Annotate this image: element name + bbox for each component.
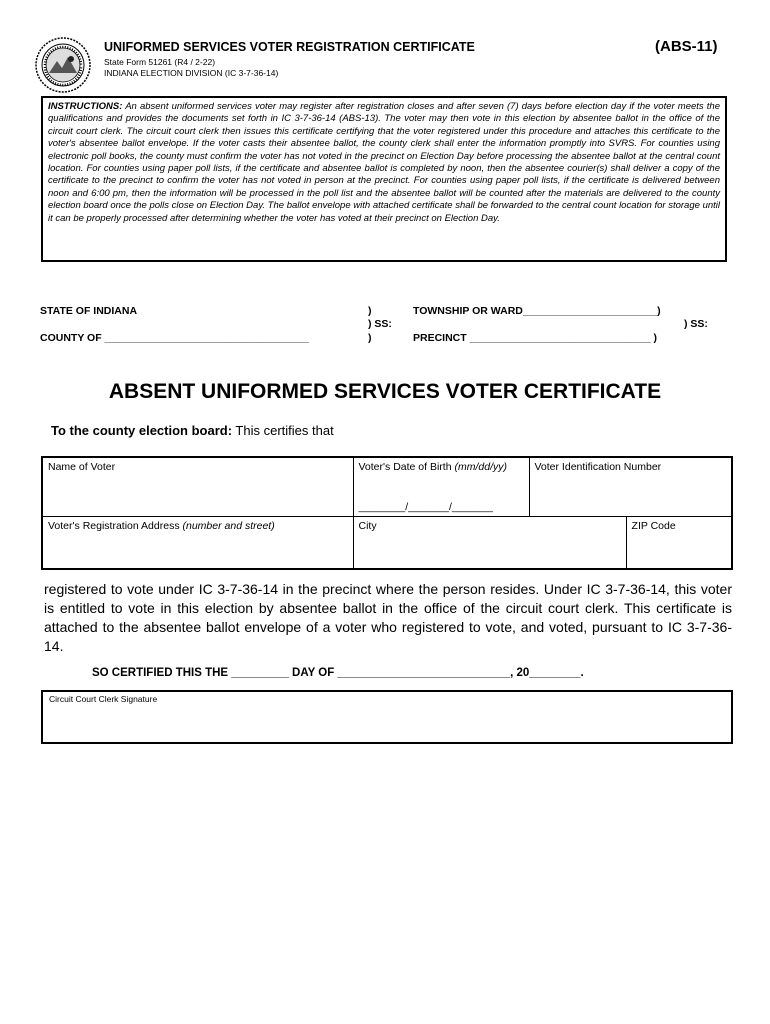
voter-address-label: Voter's Registration Address: [48, 520, 180, 532]
state-form-number: State Form 51261 (R4 / 2-22): [104, 57, 216, 67]
state-seal-icon: [35, 37, 91, 93]
voter-dob-format: (mm/dd/yy): [454, 461, 507, 473]
voter-dob-label: Voter's Date of Birth: [358, 461, 452, 473]
voter-city-cell[interactable]: [353, 517, 626, 569]
precinct-field[interactable]: PRECINCT _______________________________ ): [413, 332, 658, 344]
instructions-text: An absent uniformed services voter may register after registration closes and after seven (7) days before election day if the voter meets the qualifications and provides the documents set forth in IC 3-7-36-14 (ABS-13). The voter may then vote in this election by absentee ballot in the office of the circuit court clerk. The circuit court clerk then issues this certificate certifying that the voter registered under this procedure and attaches this certificate to the voter's absentee ballot envelope. If the voter casts their absentee ballot, the county clerk shall enter the information promptly into SVRS. For counties using electronic poll books, the county must confirm the voter has not voted in the precinct on Election Day before processing the absentee ballot at the central count location. For counties using paper poll lists, if the certificate and absentee ballot is completed by noon, then the absentee courier(s) shall deliver a copy of the certificate to the precinct to confirm the voter has not voted in person at the precinct. For counties using paper poll lists, if the certificate is delivered between noon and 6:00 pm, then the information will be processed in the poll list and the absentee ballot will be counted after the materials are delivered to the county election board once the polls close on Election Day. The ballot envelope with attached certificate shall be forwarded to the central count location for storage until it can be properly processed after determining whether the voter has voted at their precinct on Election Day.: [48, 101, 720, 224]
venue-paren-bottom: ): [368, 332, 372, 344]
to-board-line: [51, 423, 334, 438]
voter-address-cell[interactable]: [42, 517, 353, 569]
state-label: STATE OF INDIANA: [40, 305, 138, 317]
so-certified-line[interactable]: SO CERTIFIED THIS THE _________ DAY OF ___________________________, 20________.: [92, 667, 584, 679]
form-subheader: [104, 57, 278, 79]
division-line: INDIANA ELECTION DIVISION (IC 3-7-36-14): [104, 68, 279, 78]
certification-paragraph: registered to vote under IC 3-7-36-14 in the precinct where the person resides. Under IC 3-7-36-14, this voter is entitled to vote in this election by absentee ballot in the office of the circuit court clerk. This certificate is attached to the absentee ballot envelope of a voter who registered to vote, and voted, pursuant to IC 3-7-36-14.: [44, 581, 732, 654]
voter-dob-blank: ________/_______/_______: [358, 501, 493, 513]
voter-zip-cell[interactable]: [626, 517, 732, 569]
voter-name-cell[interactable]: [42, 457, 353, 517]
form-code: (ABS-11): [655, 38, 718, 55]
voter-id-label: Voter Identification Number: [534, 461, 662, 473]
instructions-label: INSTRUCTIONS:: [48, 101, 123, 112]
voter-dob-cell[interactable]: [353, 457, 529, 517]
county-field[interactable]: COUNTY OF ___________________________________: [40, 332, 309, 344]
voter-address-hint: (number and street): [182, 520, 275, 532]
instructions-box: [41, 96, 727, 262]
voter-id-cell[interactable]: [529, 457, 732, 517]
clerk-signature-label: Circuit Court Clerk Signature: [49, 694, 158, 704]
to-board-label: To the county election board:: [51, 423, 233, 438]
voter-name-label: Name of Voter: [48, 461, 116, 473]
voter-city-label: City: [358, 520, 377, 532]
form-title: UNIFORMED SERVICES VOTER REGISTRATION CERTIFICATE: [104, 40, 475, 54]
township-field[interactable]: TOWNSHIP OR WARD_______________________): [413, 305, 661, 317]
voter-info-table: [41, 456, 733, 570]
to-board-text: This certifies that: [232, 423, 334, 438]
venue-ss-left: ) SS:: [368, 318, 392, 330]
voter-zip-label: ZIP Code: [631, 520, 676, 532]
venue-paren-top: ): [368, 305, 372, 317]
venue-ss-right: ) SS:: [684, 318, 708, 330]
certificate-title: ABSENT UNIFORMED SERVICES VOTER CERTIFICATE: [108, 380, 662, 403]
clerk-signature-box[interactable]: [41, 690, 733, 744]
